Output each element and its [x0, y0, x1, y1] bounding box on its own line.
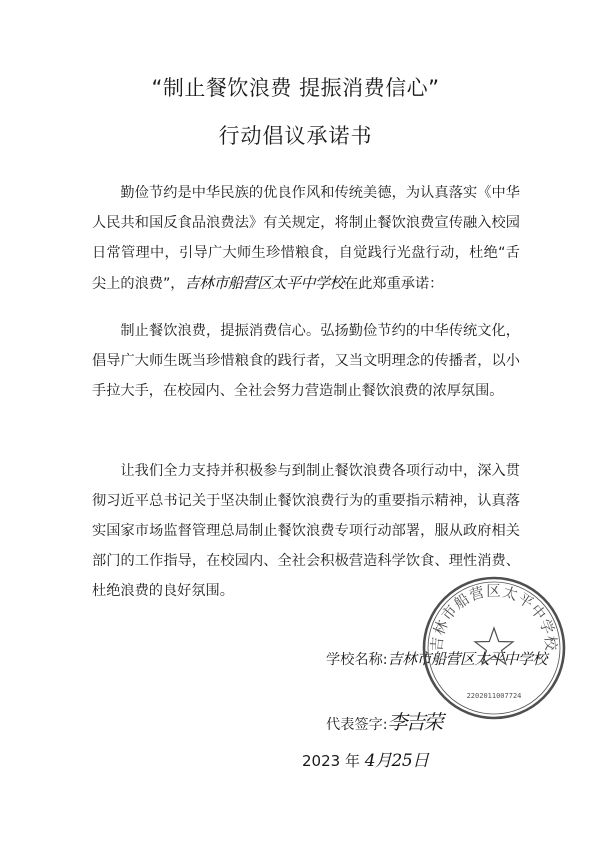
date-handwritten: 4月25日 — [364, 751, 429, 771]
school-name-handwritten: 吉林市船营区太平中学校 — [387, 650, 548, 668]
representative-label: 代表签字: — [326, 717, 388, 733]
stamp-ring-text: 吉林市船营区太平中学校 — [429, 584, 559, 653]
paragraph-3: 让我们全力支持并积极参与到制止餐饮浪费各项行动中，深入贯彻习近平总书记关于坚决制止餐饮浪费行为的重要指示精神，认真落实国家市场监督管理总局制止餐饮浪费专项行动部署，服从政府相关部门的工作指导，在校园内、全社会积极营造科学饮食、理性消费、杜绝浪费的良好氛围。 — [92, 463, 520, 599]
paragraph-1 — [92, 178, 520, 299]
star-icon — [475, 628, 513, 664]
title-line-1: “制止餐饮浪费 提振消费信心” — [151, 76, 440, 100]
date-year: 2023 年 — [302, 752, 360, 770]
title-line-2: 行动倡议承诺书 — [218, 124, 373, 148]
official-seal-stamp — [418, 572, 570, 724]
paragraph-1-tail: 在此郑重承诺： — [344, 276, 444, 292]
date-line — [302, 746, 429, 771]
stamp-number: 2202011007724 — [466, 692, 522, 700]
paragraph-2: 制止餐饮浪费，提振消费信心。弘扬勤俭节约的中华传统文化，倡导广大师生既当珍惜粮食的践行者，又当文明理念的传播者，以小手拉大手，在校园内、全社会努力营造制止餐饮浪费的浓厚氛围。 — [92, 323, 520, 399]
representative-signature: 李吉荣 — [387, 710, 442, 734]
school-name-label: 学校名称: — [326, 652, 388, 668]
paragraph-1-text: 勤俭节约是中华民族的优良作风和传统美德，为认真落实《中华人民共和国反食品浪费法》有关规定，将制止餐饮浪费宣传融入校园日常管理中，引导广大师生珍惜粮食，自觉践行光盘行动，杜绝“舌尖上的浪费”， — [92, 185, 520, 292]
handwritten-school-name: 吉林市船营区太平中学校 — [184, 274, 344, 292]
